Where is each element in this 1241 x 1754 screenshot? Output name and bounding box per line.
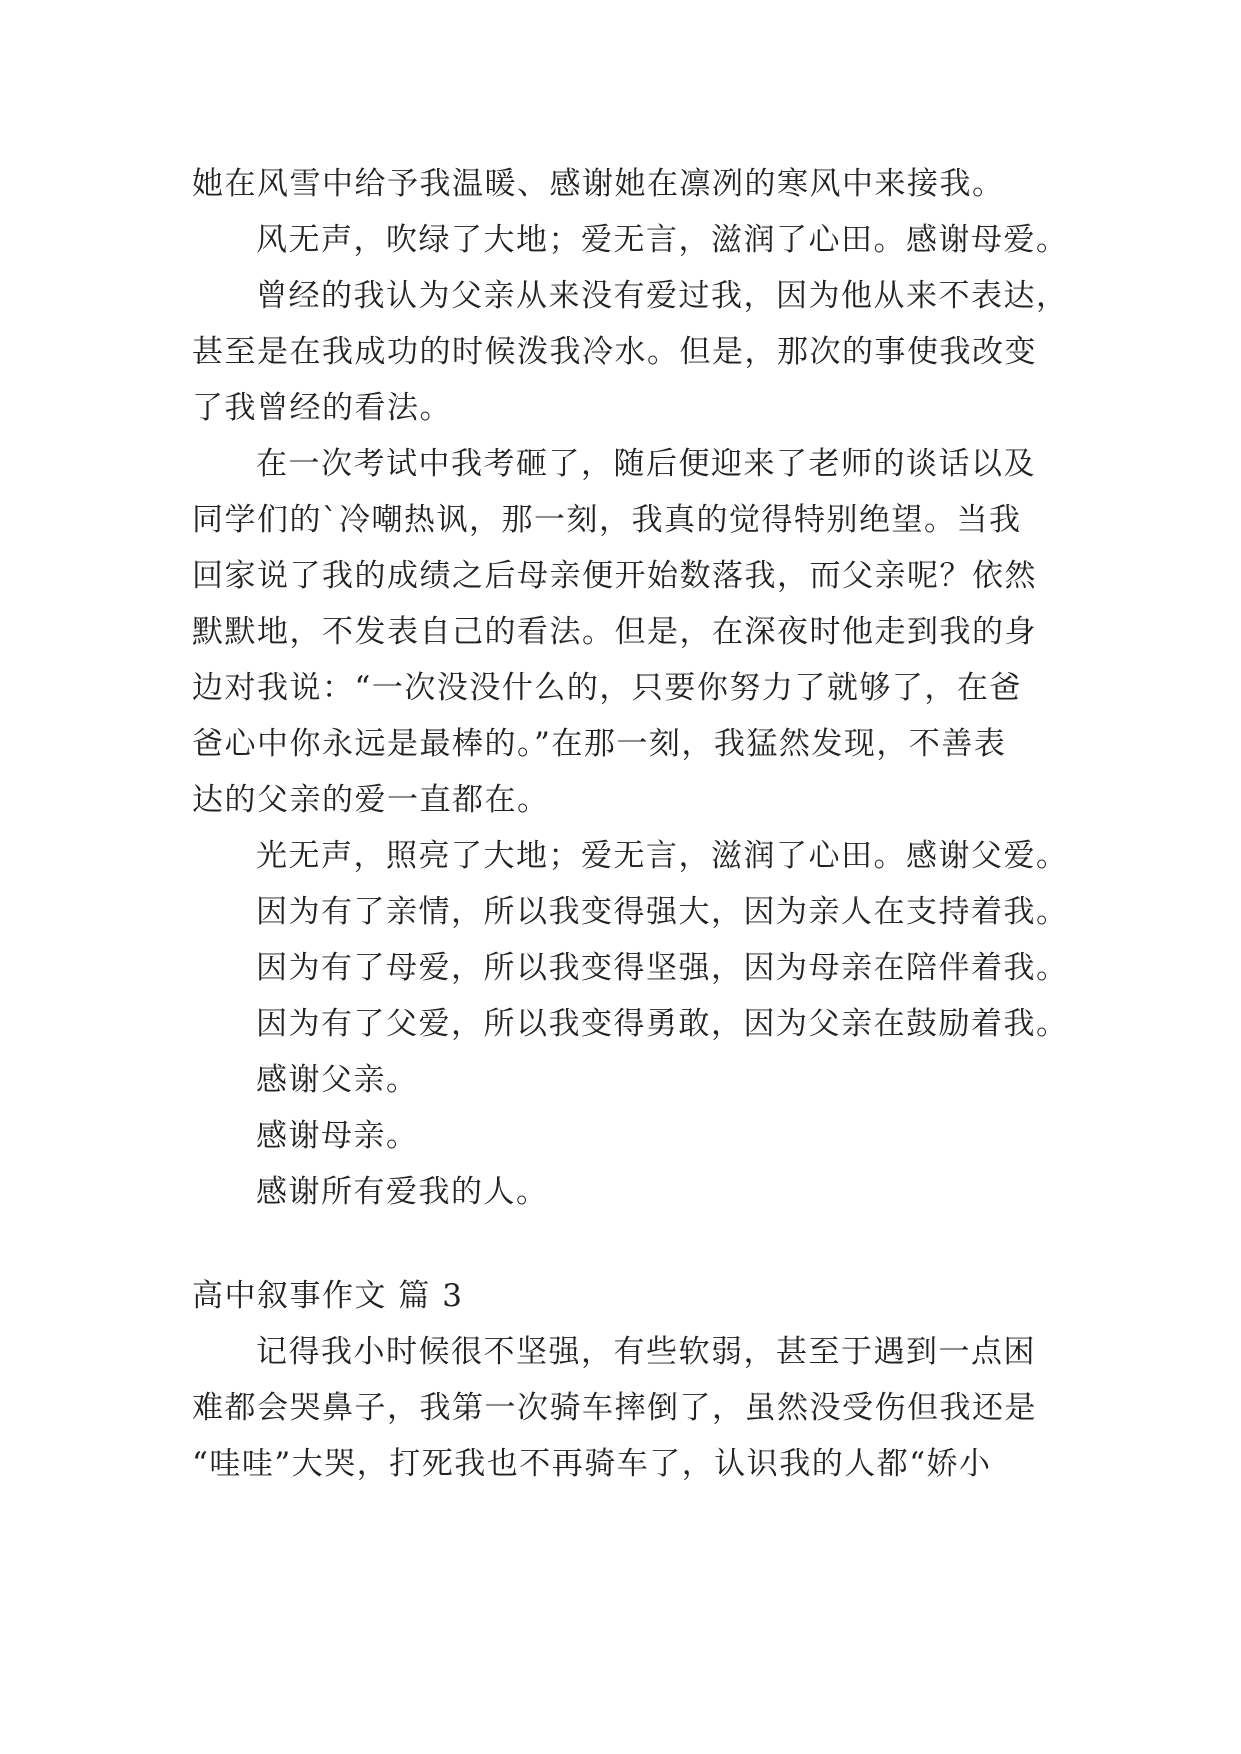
section-heading: 高中叙事作文 篇 3 (192, 1278, 464, 1314)
text-line: 达的父亲的爱一直都在。 (192, 782, 550, 818)
text-line: 因为有了亲情，所以我变得强大，因为亲人在支持着我。 (256, 894, 1069, 930)
text-line: 曾经的我认为父亲从来没有爱过我，因为他从来不表达， (256, 278, 1069, 314)
text-line: 感谢母亲。 (256, 1118, 419, 1154)
text-line: 她在风雪中给予我温暖、感谢她在凛冽的寒风中来接我。 (192, 166, 1005, 202)
text-line: 感谢父亲。 (256, 1062, 419, 1098)
text-line: 回家说了我的成绩之后母亲便开始数落我，而父亲呢？依然 (192, 558, 1037, 594)
text-line: 同学们的`冷嘲热讽，那一刻，我真的觉得特别绝望。当我 (192, 502, 1022, 538)
text-line: “哇哇”大哭，打死我也不再骑车了，认识我的人都“娇小 (192, 1446, 992, 1482)
text-line: 光无声，照亮了大地；爱无言，滋润了心田。感谢父爱。 (256, 838, 1069, 874)
text-line: 甚至是在我成功的时候泼我冷水。但是，那次的事使我改变 (192, 334, 1037, 370)
text-line: 因为有了父爱，所以我变得勇敢，因为父亲在鼓励着我。 (256, 1006, 1069, 1042)
text-line: 爸心中你永远是最棒的。”在那一刻，我猛然发现，不善表 (192, 726, 1007, 762)
text-line: 记得我小时候很不坚强，有些软弱，甚至于遇到一点困 (256, 1334, 1036, 1370)
text-line: 难都会哭鼻子，我第一次骑车摔倒了，虽然没受伤但我还是 (192, 1390, 1037, 1426)
text-line: 因为有了母爱，所以我变得坚强，因为母亲在陪伴着我。 (256, 950, 1069, 986)
text-line: 感谢所有爱我的人。 (256, 1174, 549, 1210)
text-line: 风无声，吹绿了大地；爱无言，滋润了心田。感谢母爱。 (256, 222, 1069, 258)
text-line: 了我曾经的看法。 (192, 390, 452, 426)
text-line: 在一次考试中我考砸了，随后便迎来了老师的谈话以及 (256, 446, 1036, 482)
text-line: 边对我说：“一次没没什么的，只要你努力了就够了，在爸 (192, 670, 1022, 706)
text-line: 默默地，不发表自己的看法。但是，在深夜时他走到我的身 (192, 614, 1037, 650)
